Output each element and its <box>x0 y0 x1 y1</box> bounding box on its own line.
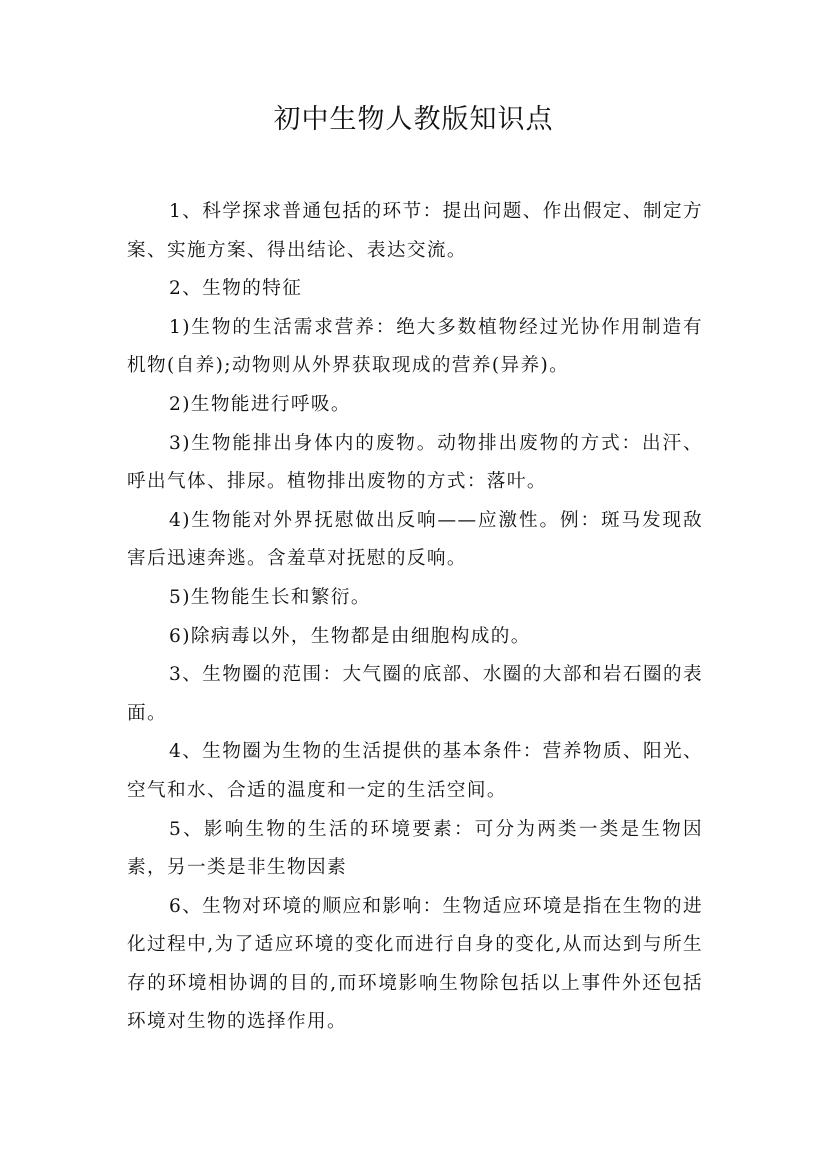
paragraph-5: 5、影响生物的生活的环境要素：可分为两类一类是生物因素，另一类是非生物因素 <box>127 818 703 879</box>
document-body <box>127 193 703 1042</box>
paragraph-4: 4、生物圈为生物的生活提供的基本条件：营养物质、阳光、空气和水、合适的温度和一定的生活空间。 <box>127 741 703 801</box>
paragraph-2-4: 4)生物能对外界抚慰做出反响——应激性。例：斑马发现敌害后迅速奔逃。含羞草对抚慰的反响。 <box>127 509 703 570</box>
paragraph-2-5: 5)生物能生长和繁衍。 <box>169 586 371 608</box>
paragraph-2-6: 6)除病毒以外，生物都是由细胞构成的。 <box>169 625 531 647</box>
paragraph-6: 6、生物对环境的顺应和影响：生物适应环境是指在生物的进化过程中,为了适应环境的变化而进行自身的变化,从而达到与所生存的环境相协调的目的,而环境影响生物除包括以上事件外还包括环境对生物的选择作用。 <box>127 895 703 1033</box>
paragraph-2-2: 2)生物能进行呼吸。 <box>169 393 351 415</box>
paragraph-2-3: 3)生物能排出身体内的废物。动物排出废物的方式：出汗、呼出气体、排尿。植物排出废物的方式：落叶。 <box>127 432 703 493</box>
page-title: 初中生物人教版知识点 <box>273 104 554 135</box>
paragraph-2: 2、生物的特征 <box>169 278 303 300</box>
paragraph-2-1: 1)生物的生活需求营养：绝大多数植物经过光协作用制造有机物(自养);动物则从外界获取现成的营养(异养)。 <box>127 316 703 377</box>
paragraph-3: 3、生物圈的范围：大气圈的底部、水圈的大部和岩石圈的表面。 <box>127 664 703 724</box>
paragraph-1: 1、科学探求普通包括的环节：提出问题、作出假定、制定方案、实施方案、得出结论、表达交流。 <box>127 201 703 261</box>
